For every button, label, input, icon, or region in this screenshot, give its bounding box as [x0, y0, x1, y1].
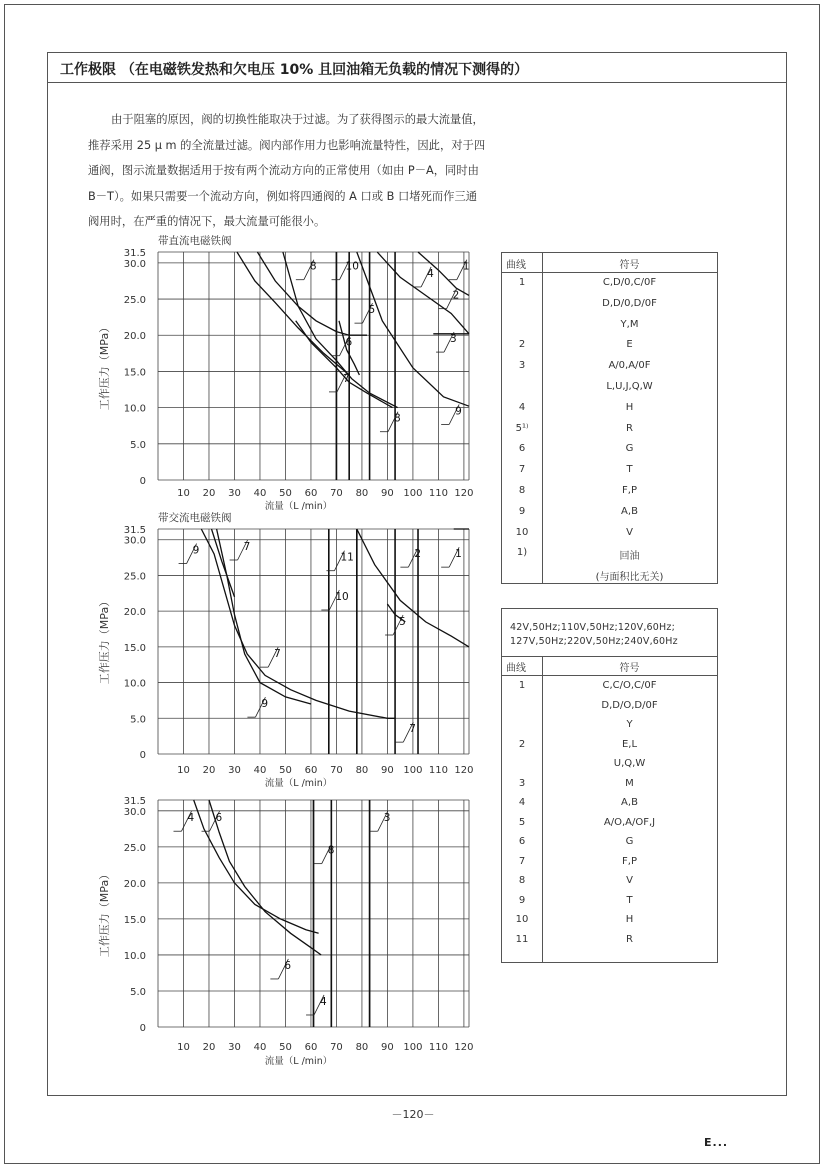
- spool-symbol: A/O,A/OF,J: [603, 816, 656, 828]
- curve-label: 7: [342, 372, 350, 385]
- curve-label: 6: [345, 336, 353, 349]
- chart-title: 带直流电磁铁阀: [158, 235, 232, 247]
- table-row: [502, 294, 717, 315]
- brand-logo: E...: [704, 1136, 729, 1149]
- y-tick-label: 10.0: [123, 950, 146, 962]
- x-tick-label: 80: [355, 488, 369, 499]
- spool-symbol: D,D/0,D/0F: [602, 297, 657, 309]
- curve-label: 4: [187, 812, 195, 825]
- curve-label: 8: [309, 260, 317, 273]
- curve-4: [194, 800, 319, 933]
- spool-symbol: F,P: [622, 855, 637, 867]
- table-row: [502, 930, 717, 951]
- y-tick-label: 25.0: [123, 571, 146, 583]
- spool-symbol: H: [625, 401, 634, 413]
- curve-1: [418, 252, 469, 295]
- x-tick-label: 50: [279, 1042, 292, 1053]
- x-tick-label: 40: [253, 488, 267, 499]
- x-tick-label: 70: [330, 1042, 343, 1053]
- curve-label: 8: [327, 844, 335, 857]
- y-axis-label: 工作压力（MPa）: [98, 868, 111, 958]
- spool-symbol: Y: [626, 719, 633, 730]
- curve-label: 5: [399, 616, 406, 628]
- page-number: －120－: [391, 1108, 435, 1121]
- x-tick-label: 20: [202, 765, 216, 776]
- spool-symbol: (与面积比无关): [595, 572, 664, 584]
- spool-symbol: A/0,A/0F: [608, 360, 651, 372]
- y-tick-label: 25.0: [123, 295, 146, 307]
- curve-number: 8: [518, 875, 526, 886]
- spool-symbol: U,Q,W: [613, 758, 646, 769]
- curve-number: 11: [515, 933, 529, 945]
- curve-label: 10: [345, 260, 359, 273]
- curve-number: 5: [518, 816, 526, 828]
- table-row: [502, 315, 717, 336]
- y-tick-label: 0: [139, 750, 146, 761]
- y-tick-label: 31.5: [123, 796, 146, 807]
- x-tick-label: 70: [330, 765, 343, 776]
- curve-number: 9: [518, 505, 526, 517]
- curve-number: 9: [518, 894, 526, 906]
- curve-number: 7: [518, 855, 526, 867]
- table-row: [502, 754, 717, 775]
- chart-title: 带交流电磁铁阀: [158, 512, 232, 524]
- table-row: [502, 735, 717, 756]
- curve-label: 1: [455, 548, 462, 561]
- table-row: [502, 910, 717, 931]
- spool-symbol: M: [625, 777, 634, 789]
- spool-symbol: A,B: [621, 797, 638, 808]
- x-tick-label: 120: [454, 488, 474, 499]
- x-tick-label: 110: [428, 1042, 448, 1053]
- pressure-flow-chart-2: [97, 511, 473, 789]
- table-row: [502, 813, 717, 834]
- curve-label: 4: [320, 995, 327, 1008]
- curve-number: 7: [518, 464, 526, 476]
- curve-number: 1: [518, 680, 526, 691]
- x-tick-label: 20: [202, 1042, 216, 1053]
- table-row: [502, 439, 717, 460]
- y-axis-label: 工作压力（MPa）: [98, 321, 111, 411]
- paragraph-line: 推荐采用 25 μ m 的全流量过滤。阀内部作用力也影响流量特性，因此，对于四: [88, 138, 486, 152]
- y-tick-label: 20.0: [123, 878, 146, 890]
- curve-label: 7: [409, 723, 416, 736]
- x-tick-label: 110: [428, 488, 448, 499]
- y-tick-label: 5.0: [130, 439, 146, 451]
- curve-label: 6: [284, 959, 292, 972]
- table-row: [502, 891, 717, 912]
- curve-label: 9: [261, 698, 269, 711]
- curve-label: 10: [335, 591, 349, 603]
- spool-symbol: C,D/0,C/0F: [602, 277, 657, 288]
- curve-label: 2: [452, 289, 460, 302]
- x-tick-label: 80: [355, 1042, 369, 1053]
- spool-symbol: H: [625, 914, 634, 925]
- curve-label: 9: [192, 544, 200, 557]
- y-tick-label: 0: [139, 1023, 146, 1034]
- spool-symbol: V: [626, 875, 633, 886]
- curve-7b: [217, 529, 311, 704]
- table-header-curve: 曲线: [506, 260, 526, 271]
- x-tick-label: 30: [228, 765, 241, 776]
- x-tick-label: 100: [403, 488, 423, 499]
- x-tick-label: 90: [381, 1042, 394, 1053]
- x-tick-label: 10: [177, 488, 190, 499]
- table-row: [502, 871, 717, 892]
- table-row: [502, 676, 717, 697]
- curve-label: 3: [383, 812, 391, 825]
- x-tick-label: 120: [454, 765, 474, 776]
- y-tick-label: 15.0: [123, 367, 146, 379]
- table-rule: [502, 656, 717, 657]
- y-tick-label: 10.0: [123, 678, 146, 690]
- pressure-flow-chart-3: [97, 796, 473, 1067]
- y-tick-label: 20.0: [123, 607, 146, 619]
- curve-number: 10: [515, 914, 529, 925]
- x-axis-label: 流量（L /min）: [264, 1056, 333, 1067]
- spool-symbol: D,D/O,D/0F: [601, 699, 658, 711]
- x-tick-label: 80: [355, 765, 369, 776]
- curve-number: 1: [518, 277, 526, 288]
- table-row: [502, 273, 717, 294]
- curve-label: 2: [414, 548, 422, 561]
- curve-number: 5¹⁾: [515, 422, 529, 434]
- y-tick-label: 30.0: [123, 258, 146, 270]
- curve-label: 5: [368, 304, 376, 317]
- curve-label: 11: [340, 551, 354, 564]
- curve-label: 4: [427, 267, 434, 280]
- table-row: [502, 356, 717, 377]
- curve-number: 4: [518, 797, 526, 808]
- paragraph-line: 通阀，图示流量数据适用于按有两个流动方向的正常使用（如由 P－A，同时由: [88, 164, 479, 177]
- x-tick-label: 70: [330, 488, 343, 499]
- curve-label: 6: [215, 812, 223, 825]
- curve-number: 8: [518, 485, 526, 496]
- curve-number: 10: [515, 526, 529, 538]
- page-title: 工作极限 （在电磁铁发热和欠电压 10% 且回油箱无负载的情况下测得的）: [60, 62, 529, 78]
- table-row: [502, 793, 717, 814]
- x-tick-label: 120: [454, 1042, 474, 1053]
- paragraph-line: B－T）。如果只需要一个流动方向，例如将四通阀的 A 口或 B 口堵死而作三通: [88, 189, 478, 203]
- y-tick-label: 31.5: [123, 525, 146, 536]
- spool-symbol: T: [626, 894, 633, 906]
- voltage-line: 42V,50Hz;110V,50Hz;120V,60Hz;: [510, 622, 675, 633]
- x-tick-label: 10: [177, 765, 190, 776]
- spool-symbol: V: [626, 526, 633, 538]
- x-tick-label: 100: [403, 1042, 423, 1053]
- curve-number: 1): [516, 547, 528, 559]
- table-row: [502, 696, 717, 717]
- x-tick-label: 110: [428, 765, 448, 776]
- y-axis-label: 工作压力（MPa）: [98, 595, 111, 685]
- curve-table-ac: [501, 608, 718, 963]
- y-tick-label: 25.0: [123, 842, 146, 854]
- curve-label: 7: [274, 648, 281, 661]
- curve-label: 1: [462, 260, 470, 273]
- spool-symbol: 回油: [619, 551, 640, 563]
- table-row: [502, 543, 717, 564]
- spool-symbol: A,B: [621, 505, 638, 517]
- x-axis-label: 流量（L /min）: [264, 778, 333, 789]
- spool-symbol: G: [625, 443, 634, 455]
- table-row: [502, 481, 717, 502]
- x-tick-label: 40: [253, 1042, 267, 1053]
- curve-number: 6: [518, 836, 526, 847]
- x-tick-label: 40: [253, 765, 267, 776]
- x-tick-label: 60: [304, 765, 318, 776]
- curve-6: [209, 800, 321, 955]
- curve-7a: [201, 529, 395, 718]
- table-row: [502, 523, 717, 544]
- table-header-symbol: 符号: [619, 663, 640, 674]
- y-tick-label: 10.0: [123, 403, 146, 415]
- spool-symbol: L,U,J,Q,W: [606, 381, 653, 392]
- voltage-line: 127V,50Hz;220V,50Hz;240V,60Hz: [510, 636, 678, 647]
- spool-symbol: G: [625, 836, 634, 847]
- x-tick-label: 30: [228, 1042, 241, 1053]
- curve-number: 2: [518, 339, 526, 351]
- paragraph-line: 由于阻塞的原因，阀的切换性能取决于过滤。为了获得图示的最大流量值，: [111, 113, 484, 126]
- table-header-symbol: 符号: [619, 260, 640, 271]
- table-row: [502, 564, 717, 585]
- x-tick-label: 90: [381, 488, 394, 499]
- voltage-header: [510, 621, 718, 649]
- x-tick-label: 90: [381, 765, 394, 776]
- curve-label: 8: [393, 412, 401, 425]
- table-row: [502, 832, 717, 853]
- y-tick-label: 20.0: [123, 331, 146, 343]
- x-tick-label: 20: [202, 488, 216, 499]
- table-header-curve: 曲线: [506, 663, 526, 674]
- table-row: [502, 715, 717, 736]
- x-tick-label: 30: [228, 488, 241, 499]
- y-tick-label: 15.0: [123, 914, 146, 926]
- table-row: [502, 852, 717, 873]
- table-row: [502, 774, 717, 795]
- y-tick-label: 30.0: [123, 535, 146, 547]
- y-tick-label: 30.0: [123, 806, 146, 818]
- x-axis-label: 流量（L /min）: [264, 501, 333, 512]
- table-row: [502, 377, 717, 398]
- curve-number: 4: [518, 401, 526, 413]
- spool-symbol: E,L: [621, 738, 638, 750]
- y-tick-label: 0: [139, 476, 146, 487]
- spool-symbol: C,C/O,C/0F: [602, 680, 657, 691]
- curve-label: 9: [455, 405, 462, 418]
- x-tick-label: 60: [304, 1042, 318, 1053]
- curve-number: 2: [518, 738, 526, 750]
- spool-symbol: F,P: [622, 485, 637, 496]
- table-row: [502, 419, 717, 440]
- paragraph-line: 阀用时，在严重的情况下，最大流量可能很小。: [88, 215, 326, 228]
- x-tick-label: 60: [304, 488, 318, 499]
- spool-symbol: R: [626, 933, 633, 945]
- x-tick-label: 10: [177, 1042, 190, 1053]
- table-row: [502, 502, 717, 523]
- x-tick-label: 100: [403, 765, 423, 776]
- spool-symbol: E: [626, 339, 633, 351]
- curve-label: 7: [243, 541, 251, 553]
- spool-symbol: R: [626, 422, 633, 434]
- y-tick-label: 15.0: [123, 642, 146, 654]
- y-tick-label: 5.0: [130, 714, 146, 726]
- table-row: [502, 460, 717, 481]
- pressure-flow-chart-1: [97, 234, 473, 512]
- curve-table-dc: [501, 252, 718, 584]
- spool-symbol: T: [626, 464, 633, 476]
- curve-label: 3: [450, 333, 457, 346]
- curve-number: 3: [518, 360, 526, 372]
- y-tick-label: 5.0: [130, 986, 146, 998]
- spool-symbol: Y,M: [620, 318, 639, 330]
- x-tick-label: 50: [279, 765, 292, 776]
- x-tick-label: 50: [279, 488, 292, 499]
- table-row: [502, 398, 717, 419]
- y-tick-label: 31.5: [123, 248, 146, 259]
- curve-number: 3: [518, 777, 526, 789]
- curve-number: 6: [518, 443, 526, 455]
- table-row: [502, 335, 717, 356]
